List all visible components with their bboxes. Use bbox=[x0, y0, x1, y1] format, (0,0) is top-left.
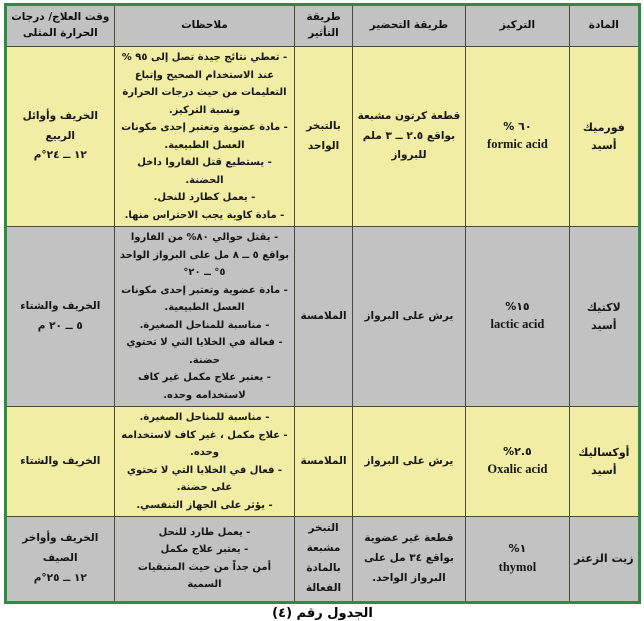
note-line: - مادة عضوية وتعتبر إحدى مكونات العسل الطبيعية. bbox=[121, 284, 288, 313]
varroa-treatments-table bbox=[4, 3, 641, 604]
header-material: المادة bbox=[569, 5, 639, 47]
note-line: - مادة كاوية يجب الاحتراس منها. bbox=[124, 209, 285, 221]
substance-name-en: lactic acid bbox=[490, 317, 545, 332]
time-season: الخريف وأوائل الربيع bbox=[22, 109, 98, 142]
header-concentration: التركيز bbox=[466, 5, 569, 47]
cell-preparation: يرش على البرواز bbox=[352, 407, 466, 517]
note-line: - يستطيع قتل الفاروا داخل الحضنة. bbox=[137, 157, 272, 186]
table-row-oxalic-acid bbox=[6, 407, 640, 517]
cell-effect: الملامسة bbox=[295, 227, 352, 407]
note-line: - يعتبر علاج مكمل bbox=[160, 544, 249, 556]
time-temperature: ١٢ ــ ٢٥°م bbox=[33, 571, 87, 584]
cell-concentration bbox=[466, 47, 569, 227]
cell-material: فورميك أسيد bbox=[569, 47, 639, 227]
substance-name-en: Oxalic acid bbox=[487, 462, 548, 477]
cell-concentration bbox=[466, 227, 569, 407]
cell-concentration bbox=[466, 407, 569, 517]
time-season: الخريف والشتاء bbox=[20, 299, 101, 312]
cell-effect: التبخر مشبعة بالمادة الفعالة bbox=[295, 517, 352, 603]
note-line: أمن جداً من حيث المتبقيات السمية bbox=[137, 561, 272, 591]
cell-notes bbox=[114, 407, 295, 517]
header-effect: طريقة التأثير bbox=[295, 5, 352, 47]
substance-name-en: formic acid bbox=[487, 137, 548, 152]
cell-effect: الملامسة bbox=[295, 407, 352, 517]
table-header-row bbox=[6, 5, 640, 47]
cell-material: زيت الزعتر bbox=[569, 517, 639, 603]
substance-name-en: thymol bbox=[498, 559, 537, 574]
table-row-thymol bbox=[6, 517, 640, 603]
cell-preparation: قطعة كرتون مشبعة بواقع ٢.٥ ــ ٣ ملم للبرواز bbox=[352, 47, 466, 227]
cell-effect: بالتبخر الواحد bbox=[295, 47, 352, 227]
header-time: وقت العلاج/ درجات الحرارة المثلى bbox=[6, 5, 115, 47]
cell-preparation: قطعة غير عضوية بواقع ٣٤ مل على البرواز الواحد. bbox=[352, 517, 466, 603]
concentration-value: ٢.٥% bbox=[503, 444, 532, 458]
cell-preparation: يرش على البرواز bbox=[352, 227, 466, 407]
cell-time bbox=[6, 407, 115, 517]
concentration-value: ٦٠ % bbox=[503, 119, 532, 133]
cell-notes bbox=[114, 517, 295, 603]
note-line: - يقتل حوالي ٨٠% من الفاروا بواقع ٥ ــ ٨ مل على البرواز الواحد ٥° ــ ٢٠° bbox=[119, 232, 290, 278]
cell-time bbox=[6, 47, 115, 227]
cell-material: أوكساليك أسيد bbox=[569, 407, 639, 517]
cell-time bbox=[6, 227, 115, 407]
header-notes: ملاحظات bbox=[114, 5, 295, 47]
note-line: - فعالة في الخلايا التي لا تحتوي حضنة. bbox=[126, 337, 283, 366]
cell-notes bbox=[114, 47, 295, 227]
note-line: - فعال في الخلايا التي لا تحتوي على حضنة. bbox=[126, 464, 283, 493]
note-line: - يؤثر على الجهاز التنفسي. bbox=[136, 499, 273, 511]
time-temperature: ٥ ــ ٢٠ م bbox=[37, 319, 83, 332]
table-caption: الجدول رقم (٤) bbox=[272, 605, 373, 621]
note-line: - علاج مكمل ، غير كاف لاستخدامه وحده. bbox=[121, 429, 288, 458]
table-row-formic-acid bbox=[6, 47, 640, 227]
note-line: - تعطي نتائج جيدة تصل إلى ٩٥ % عند الاستخدام الصحيح وإتباع التعليمات من حيث درجات الحرارة ونسبة التركيز. bbox=[121, 52, 288, 116]
note-line: - يعمل طارد للنحل bbox=[158, 526, 251, 538]
time-season: الخريف والشتاء bbox=[20, 454, 101, 467]
cell-material: لاكتيك أسيد bbox=[569, 227, 639, 407]
note-line: - مناسبة للمناحل الصغيرة. bbox=[139, 319, 270, 331]
time-season: الخريف وأواخر الصيف bbox=[22, 531, 99, 564]
note-line: - مادة عضوية وتعتبر إحدى مكونات العسل الطبيعية. bbox=[121, 122, 288, 151]
concentration-value: ١% bbox=[508, 542, 527, 556]
concentration-value: ١٥% bbox=[505, 299, 530, 313]
cell-concentration bbox=[466, 517, 569, 603]
table-row-lactic-acid bbox=[6, 227, 640, 407]
note-line: - مناسبة للمناحل الصغيرة. bbox=[139, 412, 270, 423]
header-preparation: طريقة التحضير bbox=[352, 5, 466, 47]
time-temperature: ١٢ ــ ٢٤°م bbox=[33, 149, 87, 162]
cell-time bbox=[6, 517, 115, 603]
note-line: - يعتبر علاج مكمل غير كاف لاستخدامه وحده. bbox=[138, 372, 271, 401]
cell-notes bbox=[114, 227, 295, 407]
note-line: - يعمل كطارد للنحل. bbox=[153, 192, 256, 203]
